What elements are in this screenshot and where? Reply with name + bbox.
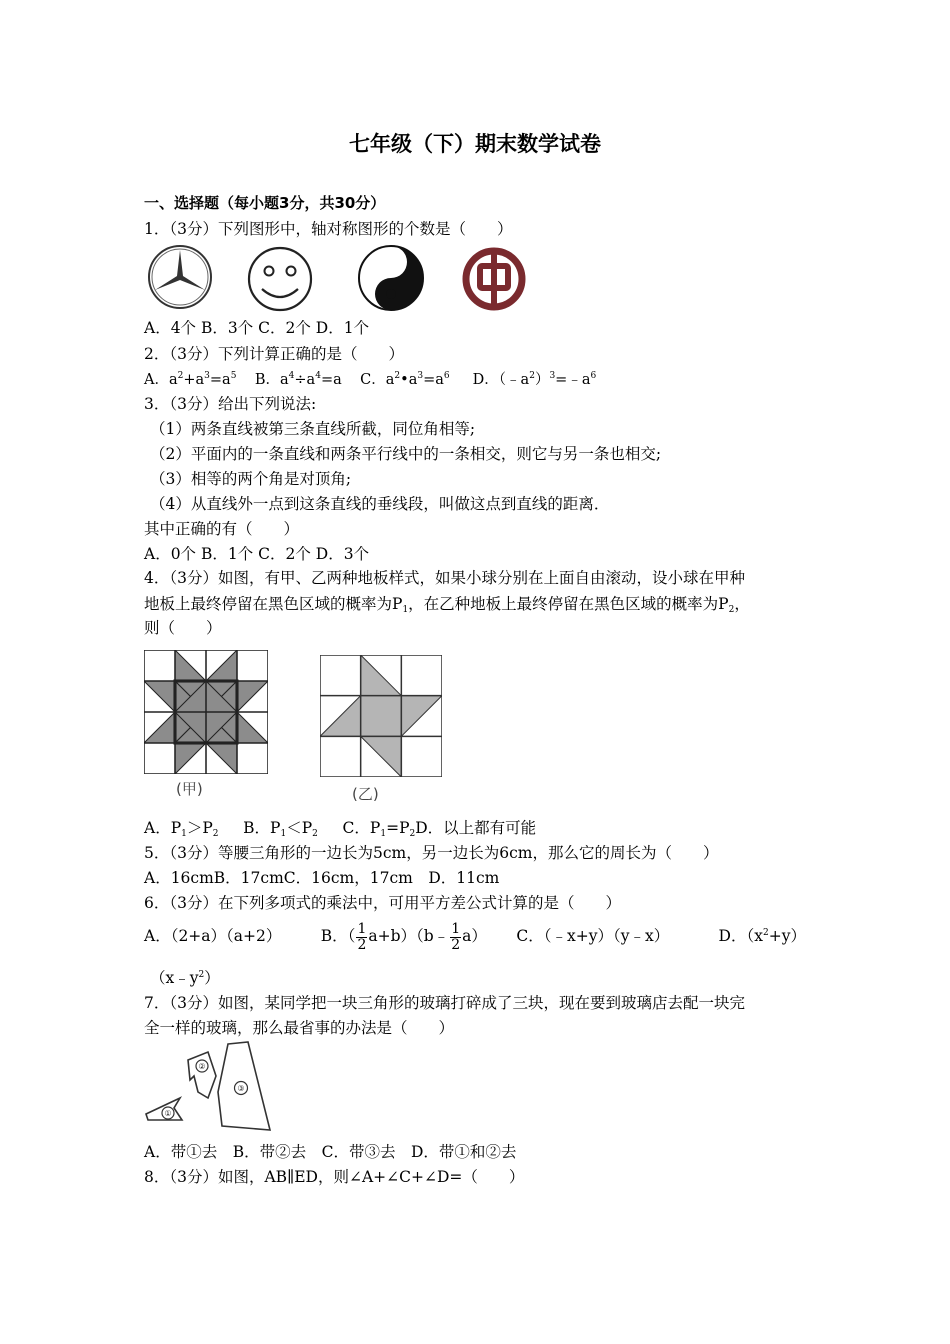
- q3-options: A．0个 B．1个 C．2个 D．3个: [144, 545, 370, 563]
- label-jia: (甲): [176, 780, 203, 798]
- q6-options-cont: $(x﹣y^2)$: [150, 969, 220, 987]
- q3-statement-1: （1）两条直线被第三条直线所截，同位角相等;: [150, 420, 476, 438]
- q4-line-1: 4．（3分）如图，有甲、乙两种地板样式，如果小球分别在上面自由滚动，设小球在甲种: [144, 569, 745, 587]
- floor-pattern-jia-figure: [144, 650, 268, 774]
- piece-3-label: ③: [237, 1084, 245, 1093]
- q7-line-1: 7．（3分）如图，某同学把一块三角形的玻璃打碎成了三块，现在要到玻璃店去配一块完: [144, 994, 745, 1012]
- q7-options: A．带①去 B．带②去 C．带③去 D．带①和②去: [144, 1143, 517, 1161]
- q2-options: A．$a^2+a^3=a^5$ B．$a^4\div a^4=a$ C．$a^2•a^3=a^6$ D．$(﹣a^2)^3=﹣a^6$: [144, 371, 597, 388]
- q3-tail: 其中正确的有（ ）: [144, 520, 300, 538]
- q2-stem: 2．（3分）下列计算正确的是（ ）: [144, 345, 404, 363]
- floor-pattern-yi-figure: [320, 655, 442, 777]
- yin-yang-icon: [356, 243, 426, 313]
- section-heading: 一、选择题（每小题3分，共30分）: [144, 194, 386, 212]
- q1-options: A．4个 B．3个 C．2个 D．1个: [144, 319, 370, 337]
- q1-stem: 1．（3分）下列图形中，轴对称图形的个数是（ ）: [144, 220, 513, 238]
- q5-options: A．16cmB．17cmC．16cm，17cm D．11cm: [144, 869, 500, 887]
- bank-of-china-logo-icon: [460, 245, 528, 313]
- page-title: 七年级（下）期末数学试卷: [349, 132, 601, 156]
- piece-2-label: ②: [198, 1062, 206, 1071]
- q4-line-2: 地板上最终停留在黑色区域的概率为$P_1$，在乙种地板上最终停留在黑色区域的概率为$P_2$，: [144, 595, 750, 615]
- q3-stem: 3．（3分）给出下列说法:: [144, 395, 317, 413]
- q3-statement-4: （4）从直线外一点到这条直线的垂线段，叫做这点到直线的距离．: [150, 495, 610, 513]
- label-yi: (乙): [352, 785, 379, 803]
- q6-options: A．（2+a）（a+2） B．（ $\frac{1}{2}$ a+b）（b﹣ $\frac{1}{2}$ a） C．（﹣x+y）（y﹣x） D．$(x^2+y)$: [144, 920, 806, 953]
- broken-glass-figure: [144, 1040, 274, 1132]
- q4-line-3: 则（ ）: [144, 619, 222, 637]
- q3-statement-2: （2）平面内的一条直线和两条平行线中的一条相交，则它与另一条也相交;: [150, 445, 662, 463]
- q7-line-2: 全一样的玻璃，那么最省事的办法是（ ）: [144, 1019, 455, 1037]
- smiley-face-icon: [246, 245, 314, 313]
- q3-statement-3: （3）相等的两个角是对顶角;: [150, 470, 352, 488]
- q8-stem: 8．（3分）如图，AB∥ED，则∠A+∠C+∠D=（ ）: [144, 1168, 525, 1186]
- q6-stem: 6．（3分）在下列多项式的乘法中，可用平方差公式计算的是（ ）: [144, 894, 621, 912]
- mercedes-logo-icon: [145, 244, 215, 310]
- q4-options: A．$P_1>P_2$ B．$P_1<P_2$ C．$P_1=P_2D$．以上都有可能: [144, 819, 537, 839]
- piece-1-label: ①: [164, 1109, 172, 1118]
- q5-stem: 5．（3分）等腰三角形的一边长为5cm，另一边长为6cm，那么它的周长为（ ）: [144, 844, 719, 862]
